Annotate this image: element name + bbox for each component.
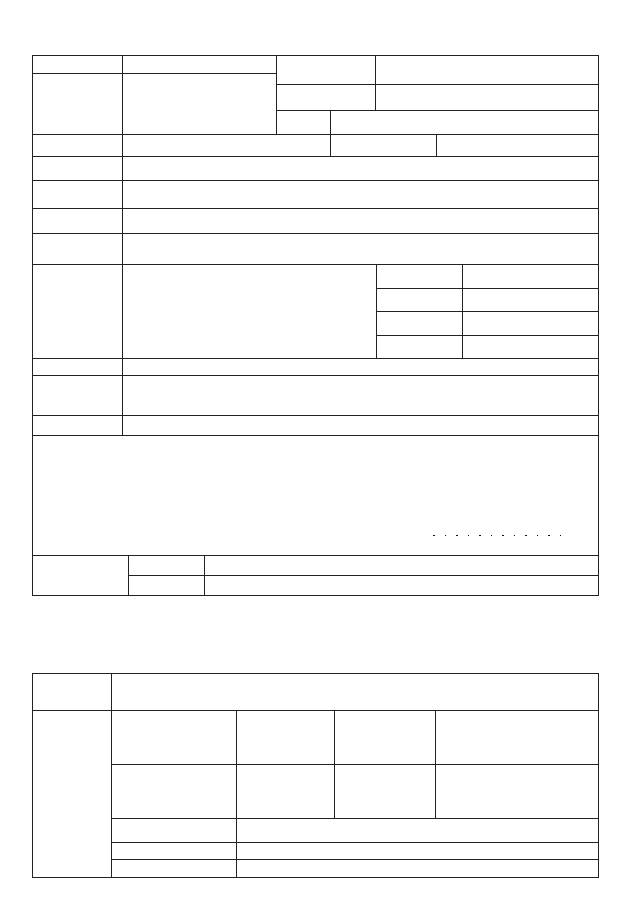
owner-input[interactable] <box>123 209 463 232</box>
account-holder-input[interactable] <box>237 860 598 877</box>
prior-approval-input[interactable] <box>123 416 598 434</box>
personal-number-dots[interactable] <box>428 531 566 541</box>
office-name-input[interactable] <box>205 556 598 574</box>
care-level-input[interactable] <box>437 135 598 155</box>
cost-input[interactable] <box>123 359 383 374</box>
contractor-input[interactable] <box>463 265 598 287</box>
renovation-address-input[interactable] <box>123 234 598 263</box>
change-reason-input[interactable] <box>123 376 598 414</box>
office-type-input[interactable] <box>205 576 598 595</box>
furigana-input[interactable] <box>123 56 275 72</box>
contractor-contact-input[interactable] <box>463 289 598 310</box>
furigana-bank-input[interactable] <box>237 843 598 858</box>
insured-name-input[interactable] <box>123 75 275 133</box>
address-input[interactable] <box>123 181 413 207</box>
birth-date-input[interactable] <box>123 135 329 155</box>
